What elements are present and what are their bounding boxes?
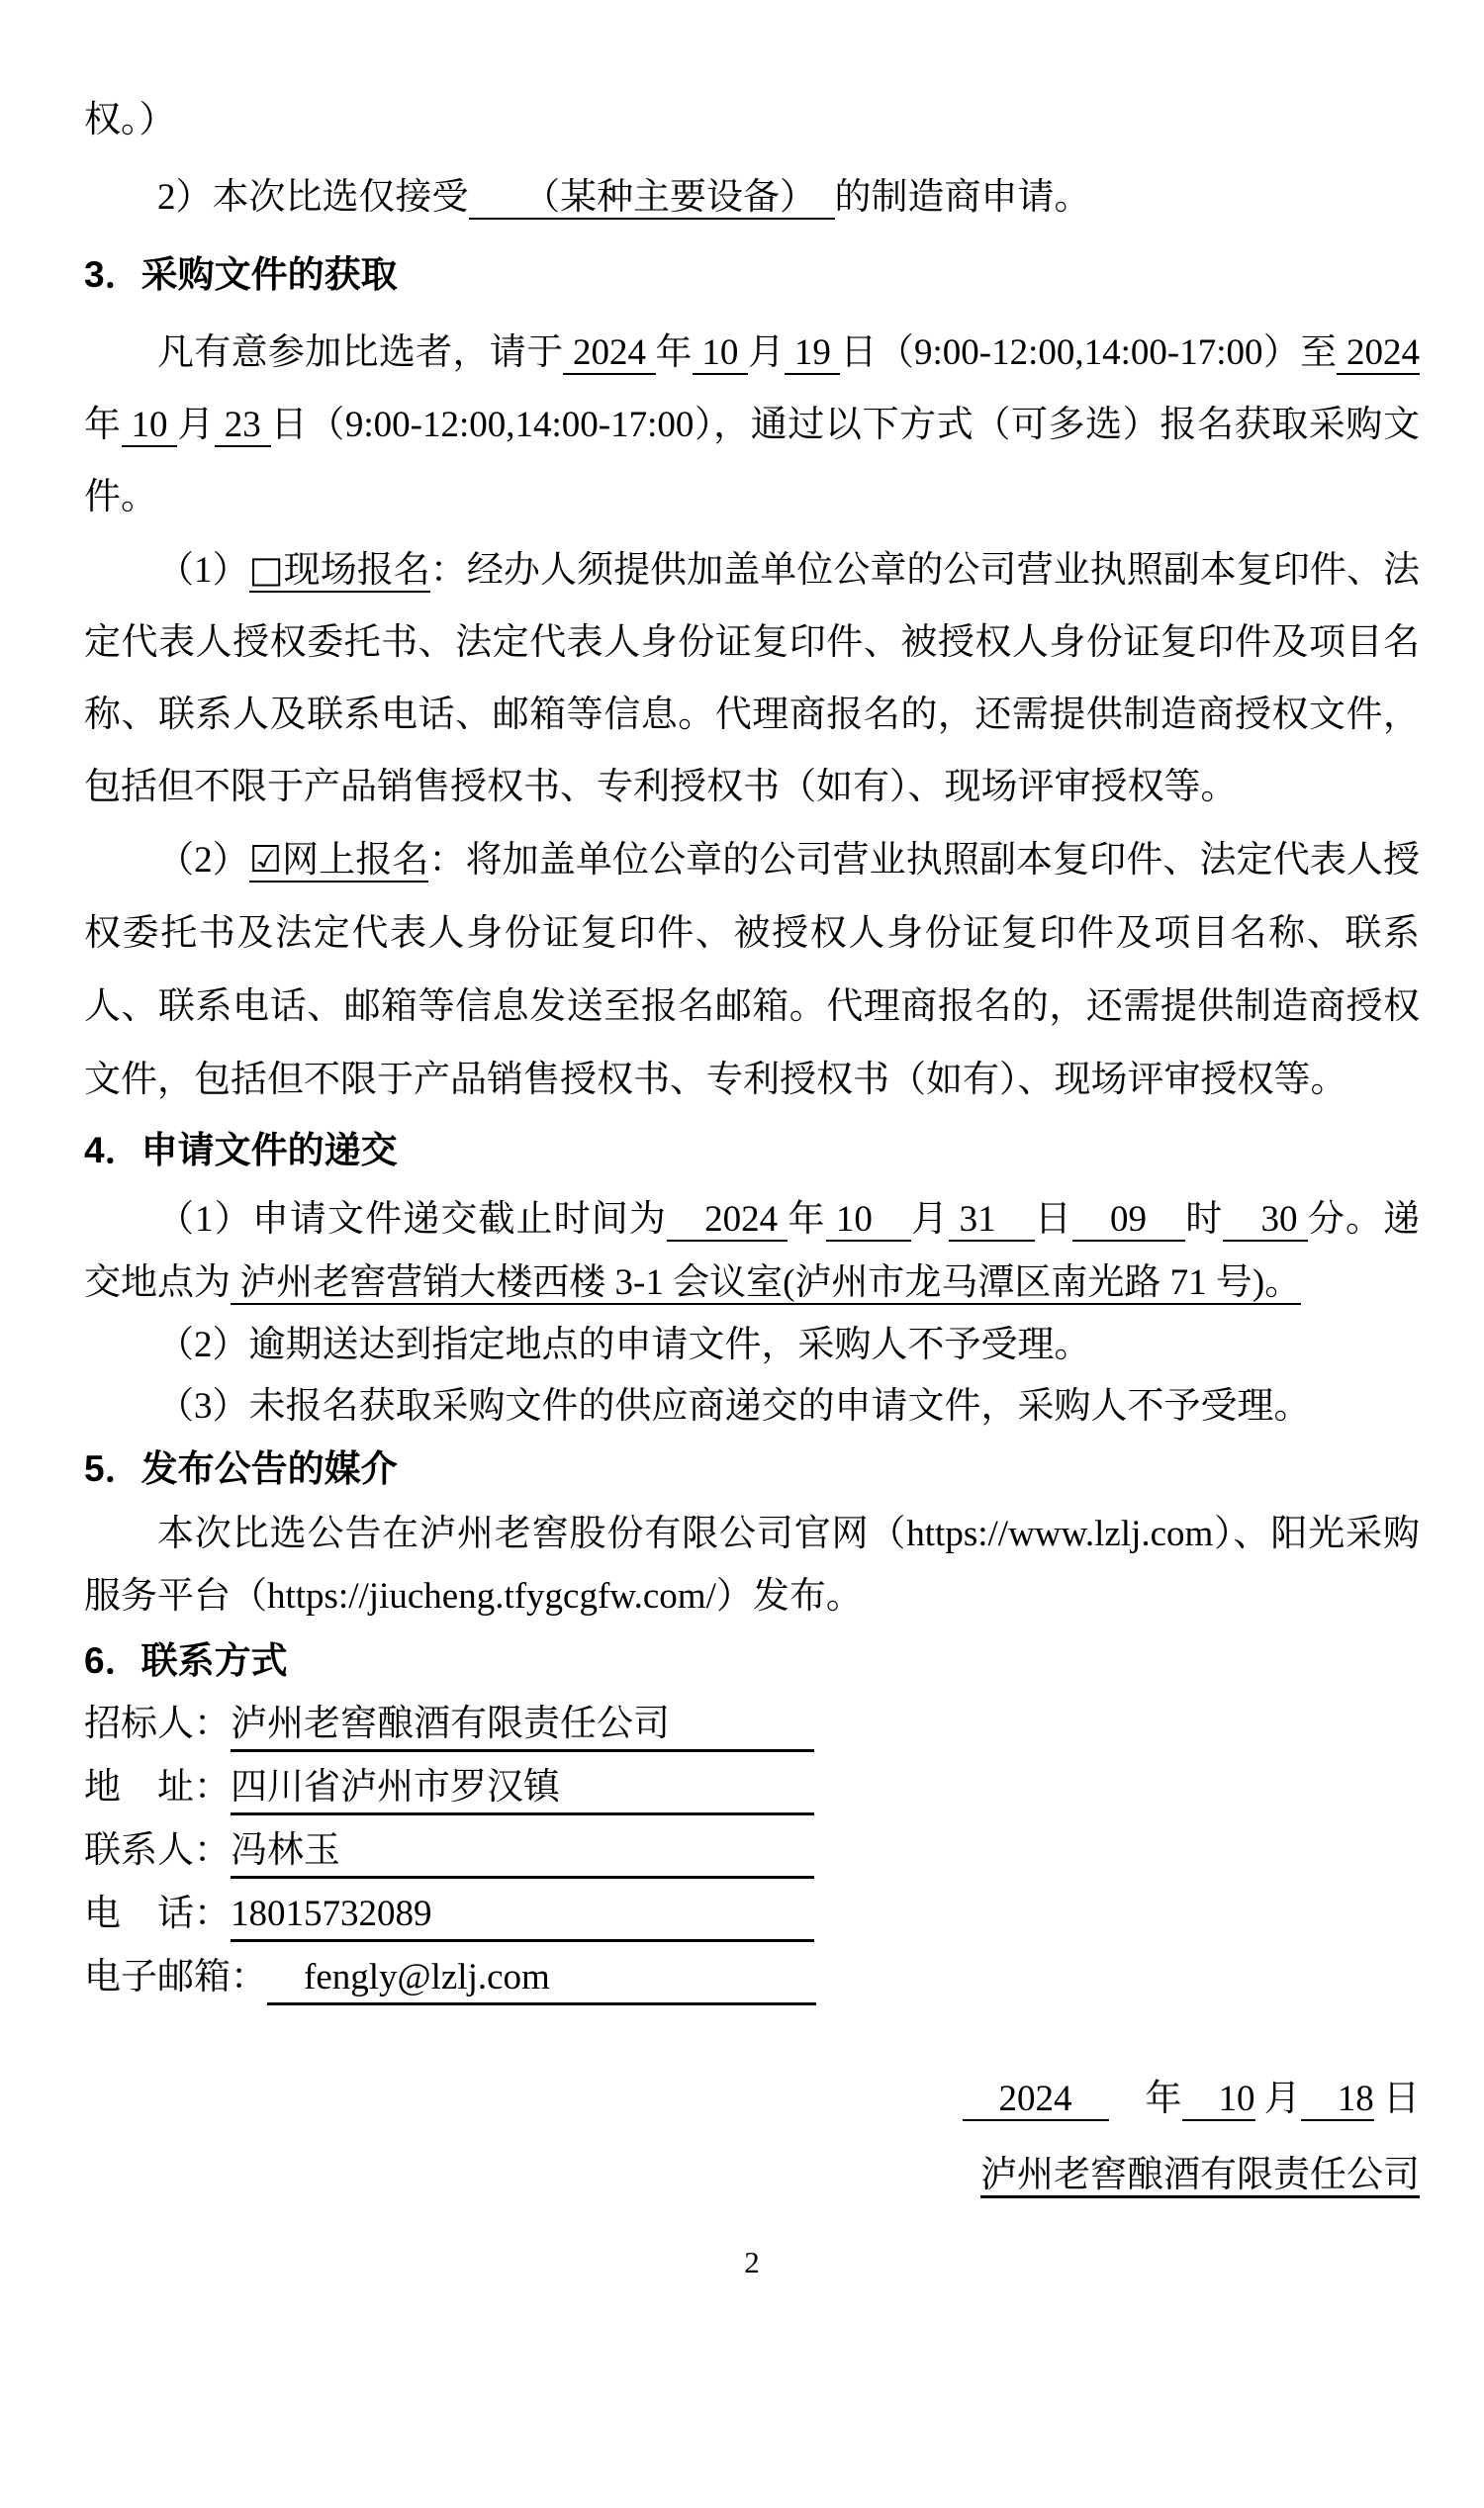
online-label: 网上报名 [281,840,429,881]
filled-blank-equipment: （某种主要设备） [468,177,835,218]
item-number: （1） [157,550,249,591]
signature-date [84,2069,1420,2130]
text-run: 月 [911,1199,950,1240]
blank-deadline-minute: 30 [1223,1199,1308,1240]
blank-year-end: 2024 [1337,332,1421,373]
contact-label: 电 话： [84,1894,231,1934]
text-run: 时 [1185,1199,1224,1240]
text-run: 日 [1034,1199,1072,1240]
blank-deadline-hour: 09 [1071,1199,1186,1240]
section-4-item-2: （2）逾期送达到指定地点的申请文件，采购人不予受理。 [157,1325,1091,1365]
text-run: 年 [84,405,122,445]
contact-row-person [84,1819,1420,1883]
contact-label: 地 址： [84,1767,231,1808]
text-run: 日（9:00-12:00,14:00-17:00）至 [840,332,1338,373]
section-4-item-3: （3）未报名获取采购文件的供应商递交的申请文件，采购人不予受理。 [157,1386,1311,1427]
online-label-underlined [249,840,429,882]
section-4-deadline-paragraph [84,1188,1420,1315]
contact-value-phone: 18015732089 [231,1890,814,1942]
contact-row-address [84,1756,1420,1819]
contact-row-phone [84,1883,1420,1946]
checkbox-checked-icon: ☑ [248,838,282,881]
contact-value-address: 四川省泸州市罗汉镇 [231,1763,814,1815]
contact-value-person: 冯林玉 [231,1826,814,1879]
carryover-text: 权。） [84,100,176,140]
clause-2-suffix: 的制造商申请。 [834,177,1091,218]
blank-sign-year: 2024 [962,2079,1109,2119]
item-number: （2） [157,840,249,881]
text-run: 年 [788,1199,826,1240]
section-5-paragraph: 本次比选公告在泸州老窖股份有限公司官网（https://www.lzlj.com）、阳光采购服务平台（https://jiucheng.tfygcgfw.com/）发布。 [84,1514,1420,1617]
text-run: 月 [177,405,215,445]
text-run: 凡有意参加比选者，请于 [157,332,564,373]
text-run: 日 [1373,2079,1420,2119]
onsite-label: 现场报名 [283,550,430,591]
blank-month-start: 10 [692,332,748,373]
section-3-heading: 3．采购文件的获取 [84,254,398,295]
onsite-body: 经办人须提供加盖单位公章的公司营业执照副本复印件、法定代表人授权委托书、法定代表人身份证复印件、被授权人身份证复印件及项目名称、联系人及联系电话、邮箱等信息。代理商报名的，还需提供制造商授权文件，包括但不限于产品销售授权书、专利授权书（如有）、现场评审授权等。 [84,550,1421,807]
contact-row-bidder [84,1693,1420,1756]
signature-company-name: 泸州老窖酿酒有限责任公司 [980,2155,1420,2198]
blank-day-end: 23 [214,405,271,445]
text-run: （1）申请文件递交截止时间为 [157,1199,667,1240]
text-run: 月 [747,332,786,373]
contact-label: 招标人： [84,1704,231,1744]
text-run: 年 [655,332,693,373]
text-run: 年 [1108,2079,1182,2119]
contact-value-email: fengly@lzlj.com [267,1953,816,2005]
text-run: 日（9:00-12:00,14:00-17:00），通过以下方式（可多选）报名获取采购文件。 [84,405,1421,517]
blank-month-end: 10 [121,405,178,445]
checkbox-unchecked-icon: □ [248,548,284,591]
clause-2-prefix: 2）本次比选仅接受 [157,177,469,218]
blank-sign-day: 18 [1300,2079,1374,2119]
blank-deadline-year: 2024 [666,1199,788,1240]
online-body: 将加盖单位公章的公司营业执照副本复印件、法定代表人授权委托书及法定代表人身份证复印件、被授权人身份证复印件及项目名称、联系人、联系电话、邮箱等信息发送至报名邮箱。代理商报名的，还需提供制造商授权文件，包括但不限于产品销售授权书、专利授权书（如有）、现场评审授权等。 [84,840,1421,1100]
section-3-item-online [84,823,1420,1117]
page-number: 2 [744,2245,760,2279]
blank-day-start: 19 [785,332,841,373]
contact-block [84,1693,1420,2009]
label-colon: ： [429,550,467,591]
contact-label: 联系人： [84,1830,231,1871]
section-3-item-onsite [84,533,1420,823]
blank-year-start: 2024 [563,332,656,373]
section-5-heading: 5．发布公告的媒介 [84,1448,398,1489]
blank-deadline-day: 31 [949,1199,1035,1240]
signature-company [84,2144,1420,2207]
contact-value-bidder: 泸州老窖酿酒有限责任公司 [231,1700,814,1752]
section-3-paragraph-dates [84,317,1420,533]
signature-block [84,2069,1420,2207]
onsite-label-underlined [249,550,430,593]
text-run: 月 [1254,2079,1301,2119]
label-colon: ： [428,840,466,881]
blank-submission-place: 泸州老窖营销大楼西楼 3-1 会议室(泸州市龙马潭区南光路 71 号)。 [231,1262,1302,1303]
section-4-heading: 4．申请文件的递交 [84,1130,398,1170]
clause-2-line [84,174,1420,222]
blank-sign-month: 10 [1181,2079,1255,2119]
blank-deadline-month: 10 [825,1199,912,1240]
contact-label: 电子邮箱： [84,1957,267,1997]
contact-row-email [84,1946,1420,2009]
text-run: 分。递交地点为 [84,1199,1421,1303]
section-6-heading: 6．联系方式 [84,1640,288,1681]
